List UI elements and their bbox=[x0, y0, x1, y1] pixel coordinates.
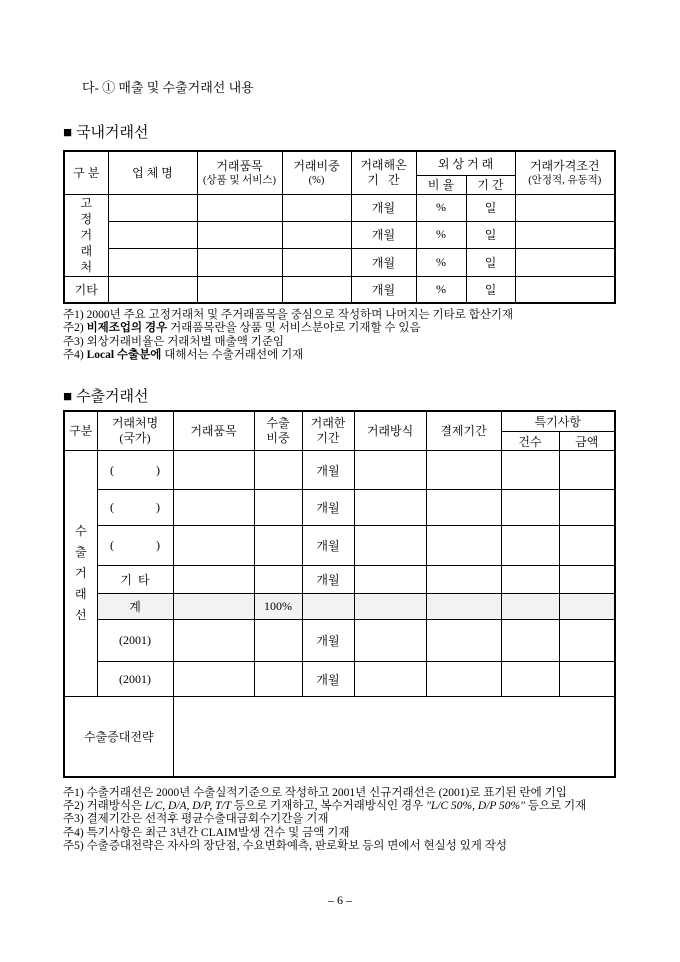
black-square-icon: ■ bbox=[63, 388, 73, 405]
row-label-other: 기 타 bbox=[97, 566, 173, 594]
table-header-row bbox=[64, 411, 615, 432]
months-unit: 개월 bbox=[302, 451, 354, 490]
footnote: 주2) 비제조업의 경우 거래품목란을 상품 및 서비스분야로 기재할 수 있음 bbox=[63, 322, 421, 335]
empty-cell bbox=[173, 490, 254, 526]
empty-cell bbox=[426, 594, 501, 620]
footnote: 주2) 거래방식은 L/C, D/A, D/P, T/T 등으로 기재하고, 복수거래방식인 경우 "L/C 50%, D/P 50%" 등으로 기재 bbox=[63, 800, 587, 813]
col-header-price-line1: 거래가격조건 bbox=[529, 158, 600, 173]
empty-cell bbox=[501, 451, 559, 490]
months-unit: 개월 bbox=[302, 490, 354, 526]
months-unit: 개월 bbox=[351, 248, 416, 276]
domestic-notes bbox=[63, 309, 617, 363]
col-header-credit: 외 상 거 래 bbox=[416, 151, 515, 175]
empty-cell bbox=[254, 566, 302, 594]
empty-cell bbox=[501, 620, 559, 662]
months-unit: 개월 bbox=[302, 566, 354, 594]
country-paren-cell: ( ) bbox=[97, 490, 173, 526]
empty-cell bbox=[426, 566, 501, 594]
col-header-company-line1: 거래처명 bbox=[111, 415, 159, 430]
empty-cell bbox=[501, 526, 559, 566]
col-header-items-line1: 거래품목 bbox=[216, 158, 263, 173]
col-header-share-line1: 거래비중 bbox=[293, 158, 340, 173]
col-header-settlement: 결제기간 bbox=[426, 411, 501, 451]
days-unit: 일 bbox=[466, 194, 515, 221]
col-header-items bbox=[197, 151, 282, 194]
export-notes bbox=[63, 787, 617, 854]
empty-cell bbox=[501, 594, 559, 620]
footnote: 주4) Local 수출분에 대해서는 수출거래선에 기재 bbox=[63, 349, 304, 362]
total-row bbox=[64, 594, 615, 620]
days-unit: 일 bbox=[466, 276, 515, 303]
empty-cell bbox=[173, 566, 254, 594]
months-unit: 개월 bbox=[351, 194, 416, 221]
col-header-price-line2: (안정적, 유동적) bbox=[528, 174, 602, 186]
empty-cell bbox=[282, 194, 351, 221]
months-unit: 개월 bbox=[302, 662, 354, 697]
col-header-special-amount: 금액 bbox=[559, 432, 615, 451]
black-square-icon: ■ bbox=[63, 125, 73, 141]
footnote: 주3) 결제기간은 선적후 평균수출대금회수기간을 기재 bbox=[63, 813, 329, 826]
empty-cell bbox=[559, 451, 615, 490]
col-header-credit-ratio: 비 율 bbox=[416, 175, 466, 194]
table-row bbox=[64, 662, 615, 697]
section-header-export bbox=[63, 389, 617, 406]
table-row bbox=[64, 248, 615, 276]
empty-cell bbox=[559, 490, 615, 526]
empty-cell bbox=[197, 221, 282, 248]
empty-cell bbox=[173, 594, 254, 620]
new-2001-cell: (2001) bbox=[97, 662, 173, 697]
empty-cell bbox=[501, 566, 559, 594]
footnote: 주1) 수출거래선은 2000년 수출실적기준으로 작성하고 2001년 신규거래선은 (2001)로 표기된 란에 기입 bbox=[63, 786, 567, 799]
empty-cell bbox=[197, 248, 282, 276]
empty-cell bbox=[559, 662, 615, 697]
col-header-price bbox=[515, 151, 615, 194]
strategy-label-cell: 수출증대전략 bbox=[64, 697, 173, 777]
empty-cell bbox=[515, 248, 615, 276]
table-row bbox=[64, 526, 615, 566]
row-group-export-lines bbox=[64, 451, 97, 697]
col-header-credit-period: 기 간 bbox=[466, 175, 515, 194]
fixed-partners-vertical-label: 고정거래처 bbox=[80, 196, 93, 274]
row-label-other: 기타 bbox=[64, 276, 108, 303]
empty-cell bbox=[197, 194, 282, 221]
export-table bbox=[63, 410, 616, 778]
empty-cell bbox=[354, 526, 426, 566]
empty-cell bbox=[254, 662, 302, 697]
col-header-period-line2: 기간 bbox=[316, 430, 340, 445]
strategy-row bbox=[64, 697, 615, 777]
empty-cell bbox=[501, 490, 559, 526]
table-row bbox=[64, 566, 615, 594]
table-row bbox=[64, 620, 615, 662]
table-row bbox=[64, 490, 615, 526]
percent-unit: % bbox=[416, 194, 466, 221]
col-header-period-line2: 기 간 bbox=[367, 172, 400, 187]
domestic-table bbox=[63, 150, 616, 304]
empty-cell bbox=[173, 451, 254, 490]
empty-cell bbox=[501, 662, 559, 697]
empty-cell bbox=[173, 620, 254, 662]
col-header-share bbox=[254, 411, 302, 451]
empty-cell bbox=[282, 276, 351, 303]
empty-cell bbox=[426, 662, 501, 697]
section-title: 수출거래선 bbox=[76, 388, 149, 405]
page-title: 다- ① 매출 및 수출거래선 내용 bbox=[82, 80, 254, 95]
export-lines-vertical-label: 수출거래선 bbox=[74, 524, 87, 623]
table-row bbox=[64, 451, 615, 490]
months-unit: 개월 bbox=[351, 276, 416, 303]
empty-cell bbox=[282, 221, 351, 248]
empty-cell bbox=[108, 221, 197, 248]
months-unit: 개월 bbox=[302, 620, 354, 662]
days-unit: 일 bbox=[466, 248, 515, 276]
row-group-fixed-partners bbox=[64, 194, 108, 276]
row-label-total: 계 bbox=[97, 594, 173, 620]
col-header-company: 업 체 명 bbox=[108, 151, 197, 194]
days-unit: 일 bbox=[466, 221, 515, 248]
col-header-company-line2: (국가) bbox=[119, 430, 151, 445]
col-header-company bbox=[97, 411, 173, 451]
empty-cell bbox=[354, 566, 426, 594]
total-share-cell: 100% bbox=[254, 594, 302, 620]
empty-cell bbox=[354, 451, 426, 490]
footnote: 주4) 특기사항은 최근 3년간 CLAIM발생 건수 및 금액 기재 bbox=[63, 826, 350, 839]
col-header-period bbox=[302, 411, 354, 451]
col-header-items: 거래품목 bbox=[173, 411, 254, 451]
months-unit: 개월 bbox=[302, 526, 354, 566]
empty-cell bbox=[426, 620, 501, 662]
footnote: 주1) 2000년 주요 고정거래처 및 주거래품목을 중심으로 작성하며 나머지는 기타로 합산기재 bbox=[63, 309, 514, 321]
empty-cell bbox=[559, 566, 615, 594]
col-header-special-count: 건수 bbox=[501, 432, 559, 451]
empty-cell bbox=[559, 526, 615, 566]
table-row bbox=[64, 276, 615, 303]
empty-cell bbox=[197, 276, 282, 303]
empty-cell bbox=[426, 490, 501, 526]
empty-cell bbox=[108, 248, 197, 276]
col-header-share-line2: 비중 bbox=[266, 430, 290, 445]
empty-cell bbox=[173, 662, 254, 697]
country-paren-cell: ( ) bbox=[97, 526, 173, 566]
section-header-domestic bbox=[63, 125, 617, 142]
footnote: 주3) 외상거래비율은 거래처별 매출액 기준임 bbox=[63, 335, 285, 348]
empty-cell bbox=[515, 221, 615, 248]
empty-cell bbox=[559, 620, 615, 662]
table-row bbox=[64, 194, 615, 221]
new-2001-cell: (2001) bbox=[97, 620, 173, 662]
col-header-period-line1: 거래한 bbox=[310, 415, 346, 430]
col-header-special: 특기사항 bbox=[501, 411, 615, 432]
col-header-category: 구 분 bbox=[64, 151, 108, 194]
empty-cell bbox=[354, 490, 426, 526]
empty-cell bbox=[515, 276, 615, 303]
empty-cell bbox=[302, 594, 354, 620]
table-header-row bbox=[64, 151, 615, 175]
col-header-share bbox=[282, 151, 351, 194]
months-unit: 개월 bbox=[351, 221, 416, 248]
empty-cell bbox=[173, 526, 254, 566]
empty-cell bbox=[108, 276, 197, 303]
empty-cell bbox=[426, 451, 501, 490]
col-header-method: 거래방식 bbox=[354, 411, 426, 451]
country-paren-cell: ( ) bbox=[97, 451, 173, 490]
col-header-period-line1: 거래해온 bbox=[360, 157, 407, 172]
page-number: – 6 – bbox=[328, 893, 352, 907]
empty-cell bbox=[254, 526, 302, 566]
col-header-share-line1: 수출 bbox=[266, 415, 290, 430]
table-row bbox=[64, 221, 615, 248]
col-header-category: 구분 bbox=[64, 411, 97, 451]
empty-cell bbox=[254, 490, 302, 526]
empty-cell bbox=[254, 451, 302, 490]
empty-cell bbox=[426, 526, 501, 566]
empty-cell bbox=[354, 662, 426, 697]
strategy-input-cell bbox=[173, 697, 615, 777]
empty-cell bbox=[108, 194, 197, 221]
col-header-items-line2: (상품 및 서비스) bbox=[202, 174, 277, 186]
col-header-share-line2: (%) bbox=[308, 174, 325, 186]
percent-unit: % bbox=[416, 248, 466, 276]
empty-cell bbox=[515, 194, 615, 221]
empty-cell bbox=[354, 620, 426, 662]
col-header-period bbox=[351, 151, 416, 194]
empty-cell bbox=[559, 594, 615, 620]
footnote: 주5) 수출증대전략은 자사의 장단점, 수요변화예측, 판로확보 등의 면에서 현실성 있게 작성 bbox=[63, 840, 507, 853]
empty-cell bbox=[254, 620, 302, 662]
percent-unit: % bbox=[416, 276, 466, 303]
empty-cell bbox=[282, 248, 351, 276]
section-title: 국내거래선 bbox=[76, 125, 149, 141]
empty-cell bbox=[354, 594, 426, 620]
percent-unit: % bbox=[416, 221, 466, 248]
